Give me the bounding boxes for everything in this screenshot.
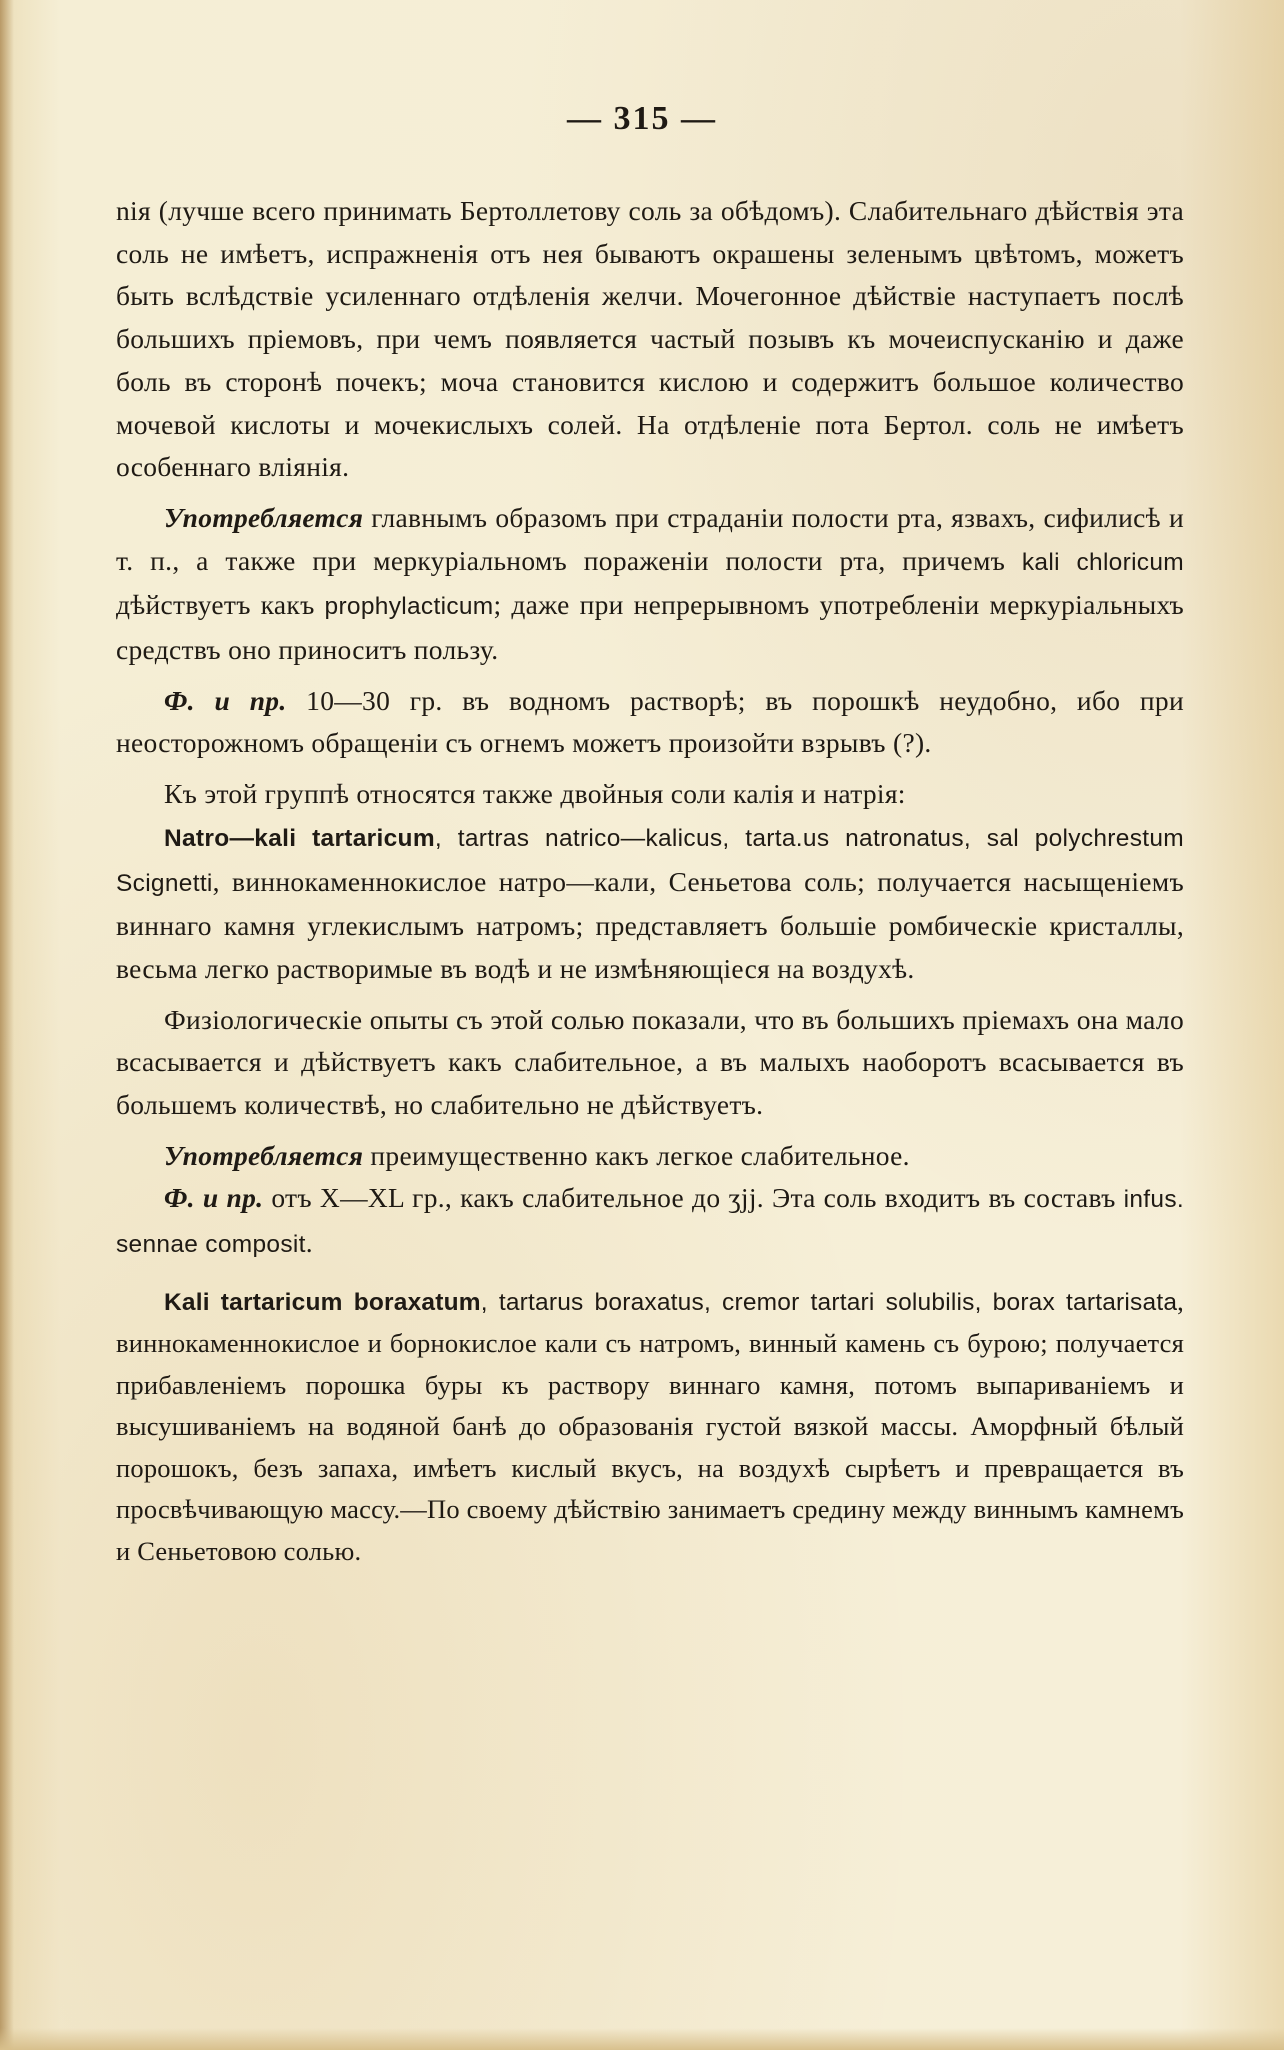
latin-synonyms: , tartras natrico—kalicus, tarta.us natronatus, sal polychrestum Scignetti xyxy=(116,824,1184,897)
page-body xyxy=(116,190,1184,1572)
dosage-heading: Ф. и пр. xyxy=(164,1182,264,1214)
latin-term: kali chloricum xyxy=(1021,548,1184,576)
dosage-text: . xyxy=(305,1227,313,1259)
usage-text: преимущественно какъ легкое слабительное. xyxy=(363,1139,910,1171)
paragraph-usage-laxative xyxy=(116,1135,1184,1178)
paragraph-usage-oral xyxy=(116,497,1184,672)
paragraph-bertholet-salt-effects: nія (лучше всего принимать Бертоллетову соль за обѣдомъ). Слабительнаго дѣйствія эта соль не имѣетъ, испражненія отъ нея бываютъ окрашены зеленымъ цвѣтомъ, можетъ быть вслѣдствіе усиленнаго отдѣленія желчи. Мочегонное дѣйствіе наступаетъ послѣ большихъ пріемовъ, при чемъ появляется частый позывъ къ мочеиспусканію и даже боль въ сторонѣ почекъ; моча становится кислою и содержитъ большое количество мочевой кислоты и мочекислыхъ солей. На отдѣленіе пота Бертол. соль не имѣетъ особеннаго вліянія. xyxy=(116,195,1184,483)
drug-description: , виннокаменнокислое натро—кали, Сеньетова соль; получается насыщеніемъ виннаго камня углекислымъ натромъ; представляетъ большіе ромбическіе кристаллы, весьма легко растворимые въ водѣ и не измѣняющіеся на воздухѣ. xyxy=(116,865,1184,984)
usage-heading: Употребляется xyxy=(164,1139,364,1171)
drug-term: Kali tartaricum boraxatum xyxy=(164,1288,481,1316)
paragraph-dosage xyxy=(116,680,1184,765)
paragraph-natro-kali-tartaricum xyxy=(116,816,1184,991)
page-edge-shadow xyxy=(0,0,14,2050)
dosage-text: отъ X—XL гр., какъ слабительное до ʒjj. Эта соль входитъ въ составъ xyxy=(263,1182,1124,1214)
paragraph-dosage-laxative xyxy=(116,1177,1184,1266)
usage-text: главнымъ образомъ при страданіи полости рта, язвахъ, сифилисѣ и т. п., а также при меркуріальномъ пораженіи полости рта, причемъ xyxy=(116,501,1184,576)
usage-text: ; даже при непрерывномъ употребленіи меркуріальныхъ средствъ оно приноситъ пользу. xyxy=(116,589,1184,666)
drug-description: , виннокаменнокислое и борнокислое кали съ натромъ, винный камень съ бурою; получается прибавленіемъ порошка буры къ раствору виннаго камня, потомъ выпариваніемъ и высушиваніемъ на водяной банѣ до образованія густой вязкой массы. Аморфный бѣлый порошокъ, безъ запаха, имѣетъ кислый вкусъ, на воздухѣ сырѣетъ и превращается въ просвѣчивающую массу.—По своему дѣйствію занимаетъ средину между виннымъ камнемъ и Сеньетовою солью. xyxy=(116,1285,1184,1566)
latin-synonyms: , tartarus boraxatus, cremor tartari solubilis, borax tartarisata xyxy=(480,1288,1178,1316)
page-number: — 315 — xyxy=(567,100,717,137)
usage-text: дѣйствуетъ какъ xyxy=(116,589,325,621)
dosage-text: 10—30 гр. въ водномъ растворѣ; въ порошкѣ неудобно, ибо при неосторожномъ обращеніи съ огнемъ можетъ произойти взрывъ (?). xyxy=(116,684,1184,759)
dosage-heading: Ф. и пр. xyxy=(164,684,287,716)
usage-heading: Употребляется xyxy=(164,501,364,533)
paragraph-double-salts-intro: Къ этой группѣ относятся также двойныя соли калія и натрія: xyxy=(164,778,906,810)
page-bottom-shadow xyxy=(0,2028,1284,2050)
drug-term: Natro—kali tartaricum xyxy=(164,824,435,852)
latin-term: prophylacticum xyxy=(324,593,494,621)
paragraph-physiological-experiments: Физіологическіе опыты съ этой солью показали, что въ большихъ пріемахъ она мало всасывается и дѣйствуетъ какъ слабительное, а въ малыхъ наоборотъ всасывается въ большемъ количествѣ, но слабительно не дѣйствуетъ. xyxy=(116,1003,1184,1121)
latin-term: infus. sennae composit xyxy=(116,1186,1184,1259)
paragraph-kali-tartaricum-boraxatum xyxy=(116,1281,1184,1573)
